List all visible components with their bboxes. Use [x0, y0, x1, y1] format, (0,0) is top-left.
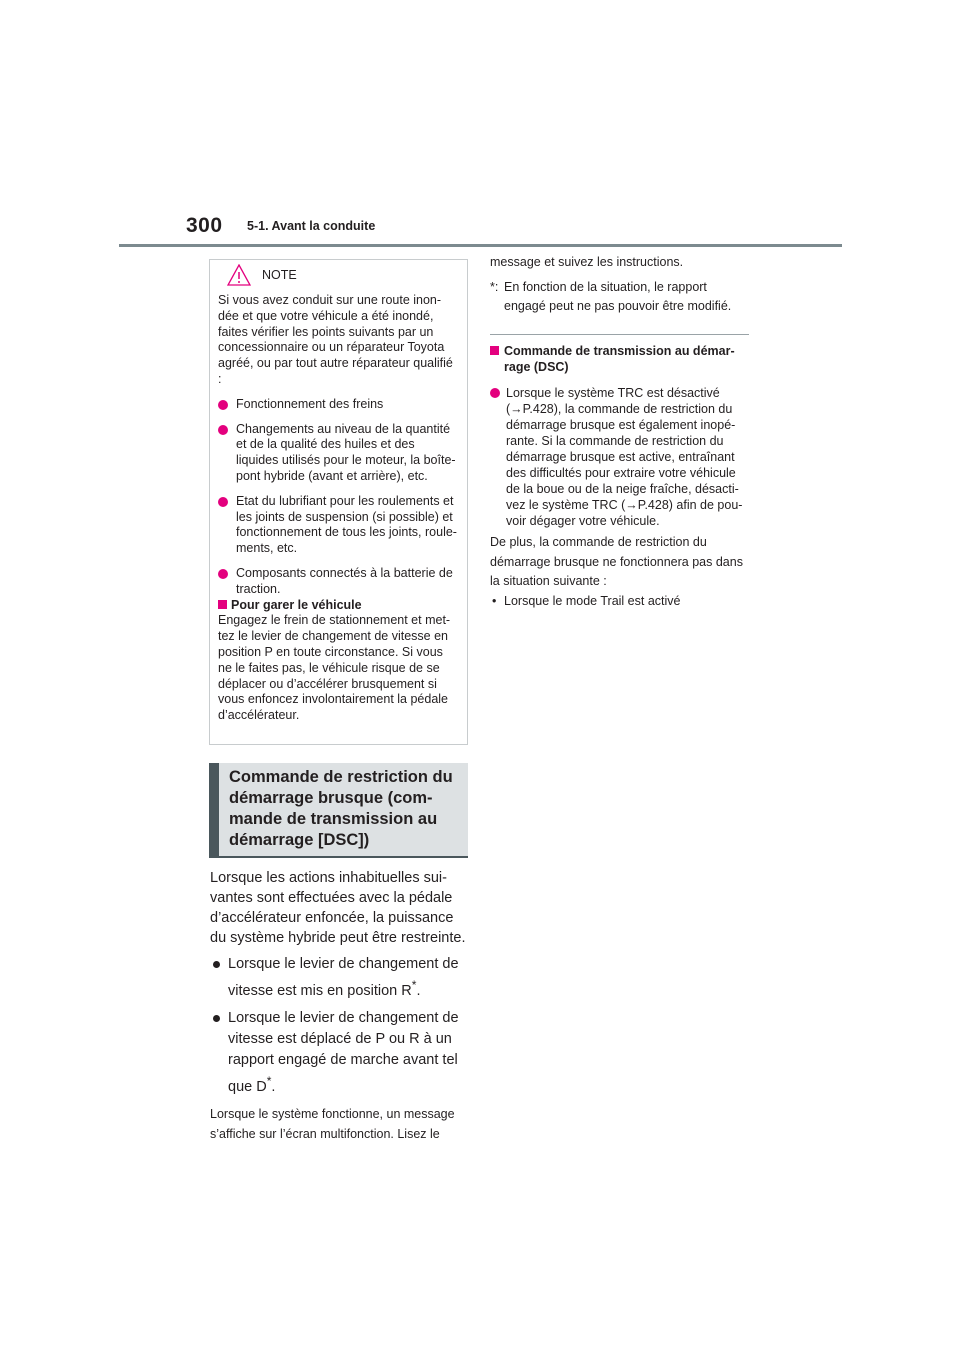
section-title: 5-1. Avant la conduite: [247, 219, 376, 233]
square-bullet-icon: [490, 346, 499, 355]
bullet-icon: [218, 425, 228, 435]
section-heading-band: [209, 763, 468, 858]
footnote: *: En fonction de la situation, le rapport engagé peut ne pas pouvoir être modifié.: [490, 280, 732, 313]
right-column: [490, 254, 752, 611]
bullet-icon: [213, 1015, 220, 1022]
list-item: Composants connectés à la batterie de traction.: [218, 566, 459, 598]
bullet-icon: [218, 497, 228, 507]
divider: [490, 334, 749, 335]
warning-triangle-icon: [227, 264, 251, 286]
note-title: NOTE: [262, 268, 297, 282]
heading-accent-bar: [209, 763, 219, 856]
bullet-icon: [218, 400, 228, 410]
list-item: Fonctionnement des freins: [218, 397, 459, 413]
subsection-heading: Commande de transmission au démar-rage (DSC): [490, 343, 752, 375]
paragraph: De plus, la commande de restriction du démarrage brusque ne fonctionnera pas dans la situation suivante :: [490, 535, 743, 588]
note-header: [210, 260, 467, 292]
note-body: [210, 293, 467, 724]
section-heading: Commande de restriction du démarrage brusque (com-mande de transmission au démarrage [DSC]): [229, 768, 453, 849]
list-item: • Lorsque le mode Trail est activé: [492, 593, 681, 608]
left-column: [210, 868, 472, 1144]
list-item: Changements au niveau de la quantité et de la qualité des huiles et des liquides utilisés pour le moteur, la boîte-pont hybride (avant et arrière), etc.: [218, 422, 459, 485]
header-rule: [119, 244, 842, 247]
bullet-icon: [490, 388, 500, 398]
square-bullet-icon: [218, 600, 227, 609]
list-item: Etat du lubrifiant pour les roulements et les joints de suspension (si possible) et fonctionnement de tous les joints, roule-ments, etc.: [218, 494, 459, 557]
outro-paragraph: Lorsque le système fonctionne, un message s’affiche sur l’écran multifonction. Lisez le: [210, 1106, 455, 1141]
bullet-icon: [218, 569, 228, 579]
page-number: 300: [186, 214, 223, 237]
intro-paragraph: Lorsque les actions inhabituelles sui-vantes sont effectuées avec la pédale d’accélérateur enfoncée, la puissance du système hybride peut être restreinte.: [210, 870, 466, 946]
note-intro: Si vous avez conduit sur une route inon-dée et que votre véhicule a été inondé, faites vérifier les points suivants par un concessionnaire ou un réparateur Toyota agréé, ou par tout autre réparateur qualifié :: [218, 293, 453, 386]
list-item: Lorsque le levier de changement de vitesse est déplacé de P ou R à un rapport engagé de marche avant tel que D*.: [210, 1008, 472, 1098]
bullet-icon: [213, 961, 220, 968]
note-subtext: Engagez le frein de stationnement et met-tez le levier de changement de vitesse en position P en toute circonstance. Si vous ne le faites pas, le véhicule risque de se déplacer ou d’accélérer brusquement si vous enfoncez involontairement la pédale d’accélérateur.: [218, 613, 451, 723]
continued-text: message et suivez les instructions.: [490, 255, 684, 269]
note-subheading: Pour garer le véhicule: [218, 598, 459, 614]
note-box: [209, 259, 468, 745]
list-item: Lorsque le système TRC est désactivé (→P.428), la commande de restriction du démarrage brusque est également inopé-rante. Si la commande de restriction du démarrage brusque est active, entraînant des difficultés pour extraire votre véhicule de la boue ou de la neige fraîche, désacti-vez le système TRC (→P.428) afin de pou-voir dégager votre véhicule.: [490, 385, 752, 529]
list-item: Lorsque le levier de changement de vitesse est mis en position R*.: [210, 954, 472, 1002]
